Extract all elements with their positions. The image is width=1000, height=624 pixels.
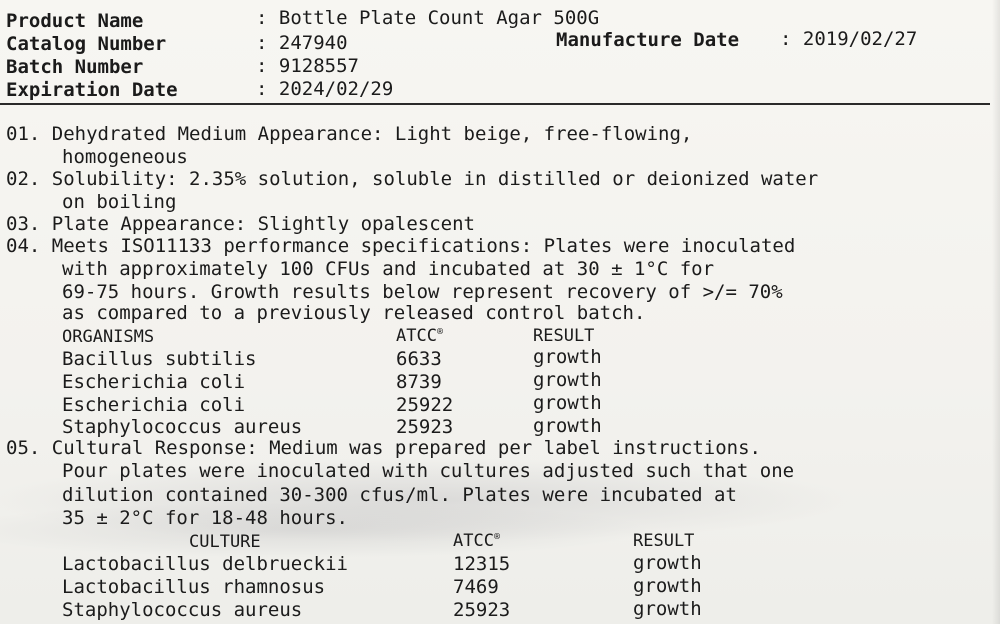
result-value: growth bbox=[533, 392, 602, 414]
organism-name: Staphylococcus aureus bbox=[62, 416, 303, 438]
item-03-line-1: 03. Plate Appearance: Slightly opalescent bbox=[6, 213, 475, 235]
organism-name: Escherichia coli bbox=[62, 371, 246, 393]
atcc-number: 8739 bbox=[396, 371, 442, 393]
atcc-number: 6633 bbox=[396, 348, 442, 370]
result-value: growth bbox=[633, 552, 702, 574]
item-05-line-3: dilution contained 30-300 cfus/ml. Plates were incubated at bbox=[62, 484, 737, 506]
item-01-line-2: homogeneous bbox=[62, 146, 188, 168]
item-04-line-4: as compared to a previously released control batch. bbox=[62, 302, 646, 324]
atcc-number: 7469 bbox=[453, 576, 499, 598]
organism-name: Bacillus subtilis bbox=[62, 348, 257, 370]
culture-name: Lactobacillus delbrueckii bbox=[62, 553, 348, 575]
product-name-label: Product Name bbox=[6, 10, 144, 32]
batch-number-value: : 9128557 bbox=[256, 55, 359, 77]
result-value: growth bbox=[633, 598, 702, 620]
table1-header-result: RESULT bbox=[533, 326, 595, 346]
culture-name: Lactobacillus rhamnosus bbox=[62, 576, 326, 598]
result-value: growth bbox=[533, 369, 602, 391]
expiration-date-value: : 2024/02/29 bbox=[256, 78, 394, 100]
paper-edge-shadow bbox=[992, 0, 1000, 624]
item-05-line-1: 05. Cultural Response: Medium was prepared per label instructions. bbox=[6, 437, 761, 459]
result-value: growth bbox=[633, 575, 702, 597]
product-name-value: : Bottle Plate Count Agar 500G bbox=[256, 7, 600, 29]
catalog-number-value: : 247940 bbox=[256, 32, 348, 54]
item-05-line-4: 35 ± 2°C for 18-48 hours. bbox=[62, 507, 348, 529]
result-value: growth bbox=[533, 415, 602, 437]
atcc-number: 25923 bbox=[453, 599, 511, 621]
table2-header-culture: CULTURE bbox=[189, 532, 261, 552]
result-value: growth bbox=[533, 346, 602, 368]
atcc-number: 25923 bbox=[396, 416, 454, 438]
item-01-line-1: 01. Dehydrated Medium Appearance: Light beige, free-flowing, bbox=[6, 123, 693, 145]
catalog-number-label: Catalog Number bbox=[6, 33, 167, 55]
expiration-date-label: Expiration Date bbox=[6, 79, 178, 101]
organism-name: Escherichia coli bbox=[62, 394, 246, 416]
item-04-line-1: 04. Meets ISO11133 performance specifications: Plates were inoculated bbox=[6, 235, 796, 257]
batch-number-label: Batch Number bbox=[6, 56, 144, 78]
item-05-line-2: Pour plates were inoculated with cultures adjusted such that one bbox=[62, 460, 795, 482]
item-04-line-3: 69-75 hours. Growth results below represent recovery of >/= 70% bbox=[62, 281, 783, 303]
table2-header-result: RESULT bbox=[633, 531, 695, 551]
item-04-line-2: with approximately 100 CFUs and incubated at 30 ± 1°C for bbox=[62, 258, 715, 280]
manufacture-date-label: Manufacture Date bbox=[556, 29, 740, 51]
atcc-number: 12315 bbox=[453, 553, 511, 575]
item-02-line-1: 02. Solubility: 2.35% solution, soluble in distilled or deionized water bbox=[6, 168, 819, 190]
manufacture-date-value: : 2019/02/27 bbox=[780, 28, 918, 50]
header-divider bbox=[0, 103, 990, 105]
item-02-line-2: on boiling bbox=[62, 191, 177, 213]
table1-header-atcc: ATCC® bbox=[396, 326, 443, 346]
culture-name: Staphylococcus aureus bbox=[62, 599, 303, 621]
table1-header-organisms: ORGANISMS bbox=[62, 327, 155, 347]
atcc-number: 25922 bbox=[396, 394, 454, 416]
table2-header-atcc: ATCC® bbox=[453, 531, 500, 551]
